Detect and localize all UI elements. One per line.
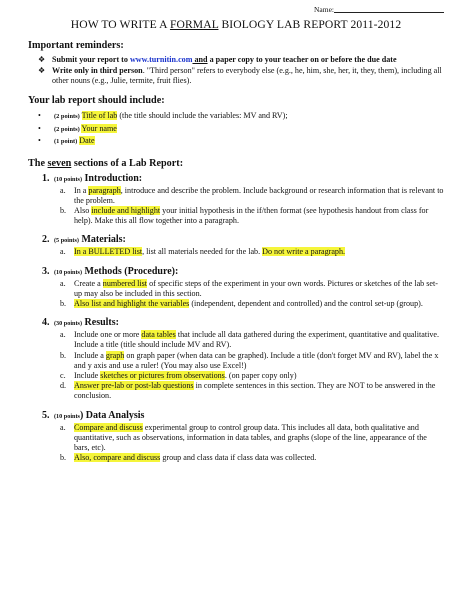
list-item: b. Also list and highlight the variables (independent, dependent and controlled) and the control set-up (group). (60, 298, 423, 308)
section-data-analysis: 5. (10 points) Data Analysis a. Compare and discuss experimental group to control group data. This includes all data, both qualitative and quantitative, such as observations, information in data tables, and graphs (slope of the line, appearance of the bars, etc). b. Also, compare and discuss group and class data if class data was collected. (28, 410, 444, 464)
list-item: • (1 point) Date (28, 135, 444, 148)
sections-heading: The seven sections of a Lab Report: (28, 157, 184, 169)
diamond-bullet-icon: ❖ (38, 66, 46, 75)
section-results: 4. (30 points) Results: a. Include one or more data tables that include all data gathered during the experiment, quantitative and qualitative. Include a title (title should include MV and RV). b. Include a graph on graph paper (when data can be graphed). Include a title (don't forget MV and RV), label the x and y axis and use a ruler! (You may also use Excel!) c. Include sketches or pictures from observations. (on paper copy only) d. Answer pre-lab or post-lab questions in complete sentences in this section. They are NOT to be answered in the conclusion. (28, 317, 444, 401)
bullet-dot-icon: • (38, 123, 41, 133)
list-item: ❖ Write only in third person. "Third person" refers to everybody else (e.g., he, him, she, her, it, they, them), including all other nouns (e.g., Julie, termite, fruit flies). (38, 66, 442, 85)
list-item: b. Also include and highlight your initial hypothesis in the if/then format (see hypothesis handout from class for help). Make this all flow together into a paragraph. (60, 205, 429, 226)
diamond-bullet-icon: ❖ (38, 55, 46, 64)
list-item: c. Include sketches or pictures from observations. (on paper copy only) (60, 370, 297, 380)
bullet-dot-icon: • (38, 136, 41, 145)
reminders-list (28, 55, 444, 86)
reminders-heading: Important reminders: (28, 40, 124, 51)
list-item: a. Include one or more data tables that include all data gathered during the experiment, quantitative and qualitative. Include a title (title should include MV and RV). (60, 330, 439, 350)
list-item: • (2 points) Title of lab (the title should include the variables: MV and RV); (28, 110, 444, 123)
list-item: ❖ Submit your report to www.turnitin.com and a paper copy to your teacher on or before the due date (38, 55, 397, 64)
name-blank-line (334, 5, 444, 13)
list-item: a. Create a numbered list of specific steps of the experiment in your own words. Pictures or sketches of the lab set-up may also be included in this section. (60, 278, 438, 298)
section-methods: 3. (10 points) Methods (Procedure): a. Create a numbered list of specific steps of the experiment in your own words. Pictures or sketches of the lab set-up may also be included in this section. b. Also list and highlight the variables (independent, dependent and controlled) and the control set-up (group). (28, 266, 444, 310)
list-item: • (2 points) Your name (28, 123, 444, 136)
list-item: a. Compare and discuss experimental group to control group data. This includes all data, both qualitative and quantitative, such as observations, information in data tables, and graphs (slope of the line, appearance of the bars, etc). (60, 422, 427, 452)
page-title: HOW TO WRITE A FORMAL BIOLOGY LAB REPORT 2011-2012 (70, 18, 402, 31)
section-introduction: 1. (10 points) Introduction: a. In a paragraph, introduce and describe the problem. Include background or research information that is relevant to the problem. b. Also include and highlight your initial hypothesis in the if/then format (see hypothesis handout from class for help). Make this all flow together into a paragraph. (28, 173, 444, 227)
list-item: a. In a BULLETED list, list all materials needed for the lab. Do not write a paragraph. (60, 247, 346, 257)
list-item: b. Include a graph on graph paper (when data can be graphed). Include a title (don't forget MV and RV), label the x and y axis and use a ruler! (You may also use Excel!) (60, 350, 439, 370)
include-heading: Your lab report should include: (28, 95, 165, 106)
bullet-dot-icon: • (38, 111, 41, 120)
list-item: d. Answer pre-lab or post-lab questions in complete sentences in this section. They are NOT to be answered in the conclusion. (60, 381, 436, 401)
section-materials: 2. (5 points) Materials: a. In a BULLETED list, list all materials needed for the lab. Do not write a paragraph. (28, 234, 444, 257)
turnitin-link[interactable]: www.turnitin.com (129, 55, 193, 64)
list-item: a. In a paragraph, introduce and describe the problem. Include background or research information that is relevant to the problem. (60, 185, 444, 205)
list-item: b. Also, compare and discuss group and class data if class data was collected. (60, 453, 317, 463)
include-list (28, 110, 444, 148)
name-field: Name: (314, 5, 444, 14)
